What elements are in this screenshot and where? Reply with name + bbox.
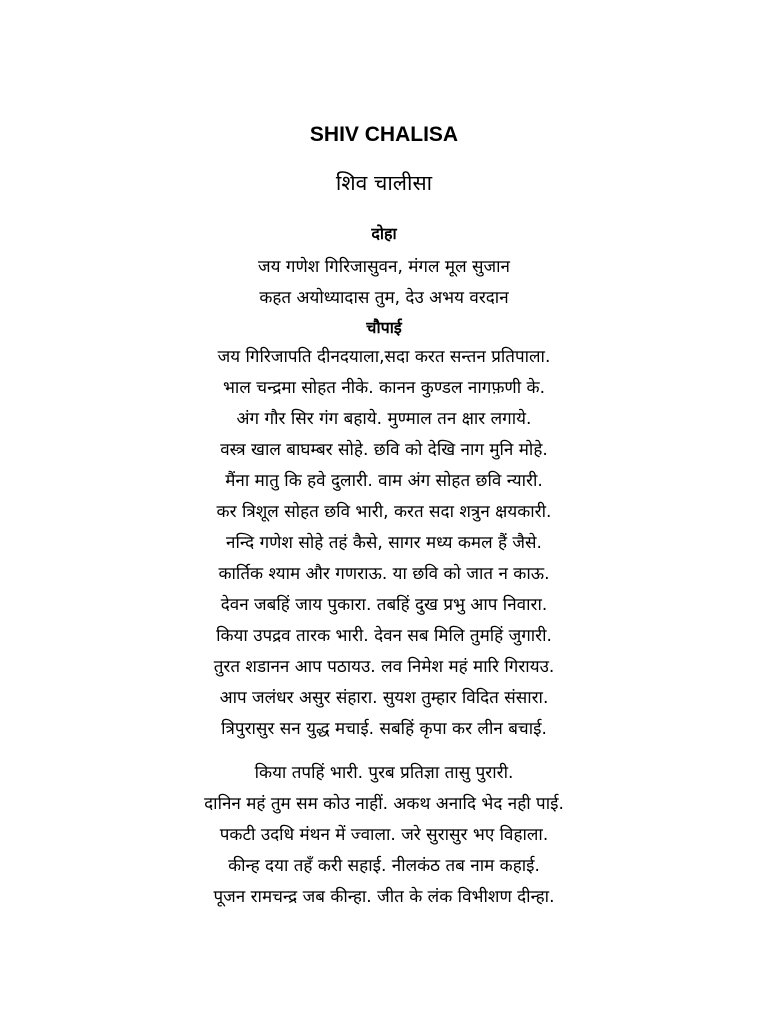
verse-line: त्रिपुरासुर सन युद्ध मचाई. सबहिं कृपा कर लीन बचाई. bbox=[221, 719, 547, 739]
verse-line: आप जलंधर असुर संहारा. सुयश तुम्हार विदित संसारा. bbox=[219, 688, 549, 708]
verse-line: जय गिरिजापति दीनदयाला,सदा करत सन्तन प्रतिपाला. bbox=[217, 347, 551, 367]
verse-line: पकटी उदधि मंथन में ज्वाला. जरे सुरासुर भए विहाला. bbox=[219, 825, 549, 845]
verse-line: भाल चन्द्रमा सोहत नीके. कानन कुण्डल नागफ़णी के. bbox=[222, 378, 545, 398]
doha-heading: दोहा bbox=[371, 224, 397, 243]
document-subtitle: शिव चालीसा bbox=[335, 171, 433, 195]
verse-line: किया उपद्रव तारक भारी. देवन सब मिलि तुमहिं जुगारी. bbox=[216, 626, 552, 646]
chaupai-lines-continued bbox=[0, 758, 768, 913]
verse-line: नन्दि गणेश सोहे तहं कैसे, सागर मध्य कमल हैं जैसे. bbox=[226, 533, 542, 553]
verse-line: वस्त्र खाल बाघम्बर सोहे. छवि को देखि नाग मुनि मोहे. bbox=[220, 440, 548, 460]
verse-line: तुरत शडानन आप पठायउ. लव निमेश महं मारि गिरायउ. bbox=[213, 657, 555, 677]
chaupai-heading: चौपाई bbox=[366, 318, 402, 337]
verse-line: जय गणेश गिरिजासुवन, मंगल मूल सुजान bbox=[258, 257, 510, 277]
verse-line: पूजन रामचन्द्र जब कीन्हा. जीत के लंक विभीशण दीन्हा. bbox=[213, 887, 555, 907]
verse-line: कीन्ह दया तहँ करी सहाई. नीलकंठ तब नाम कहाई. bbox=[228, 856, 540, 876]
verse-line: कार्तिक श्याम और गणराऊ. या छवि को जात न काऊ. bbox=[218, 564, 550, 584]
document-title: SHIV CHALISA bbox=[309, 123, 459, 146]
verse-line: कर त्रिशूल सोहत छवि भारी, करत सदा शत्रुन क्षयकारी. bbox=[216, 502, 552, 522]
verse-line: देवन जबहिं जाय पुकारा. तबहिं दुख प्रभु आप निवारा. bbox=[220, 595, 548, 615]
chaupai-lines bbox=[0, 342, 768, 745]
verse-line: कहत अयोध्यादास तुम, देउ अभय वरदान bbox=[259, 288, 509, 308]
verse-line: किया तपहिं भारी. पुरब प्रतिज्ञा तासु पुरारी. bbox=[254, 763, 514, 783]
verse-line: मैंना मातु कि हवे दुलारी. वाम अंग सोहत छवि न्यारी. bbox=[225, 471, 543, 491]
verse-line: अंग गौर सिर गंग बहाये. मुण्माल तन क्षार लगाये. bbox=[236, 409, 532, 429]
doha-lines bbox=[0, 252, 768, 314]
verse-line: दानिन महं तुम सम कोउ नाहीं. अकथ अनादि भेद नही पाई. bbox=[204, 794, 564, 814]
